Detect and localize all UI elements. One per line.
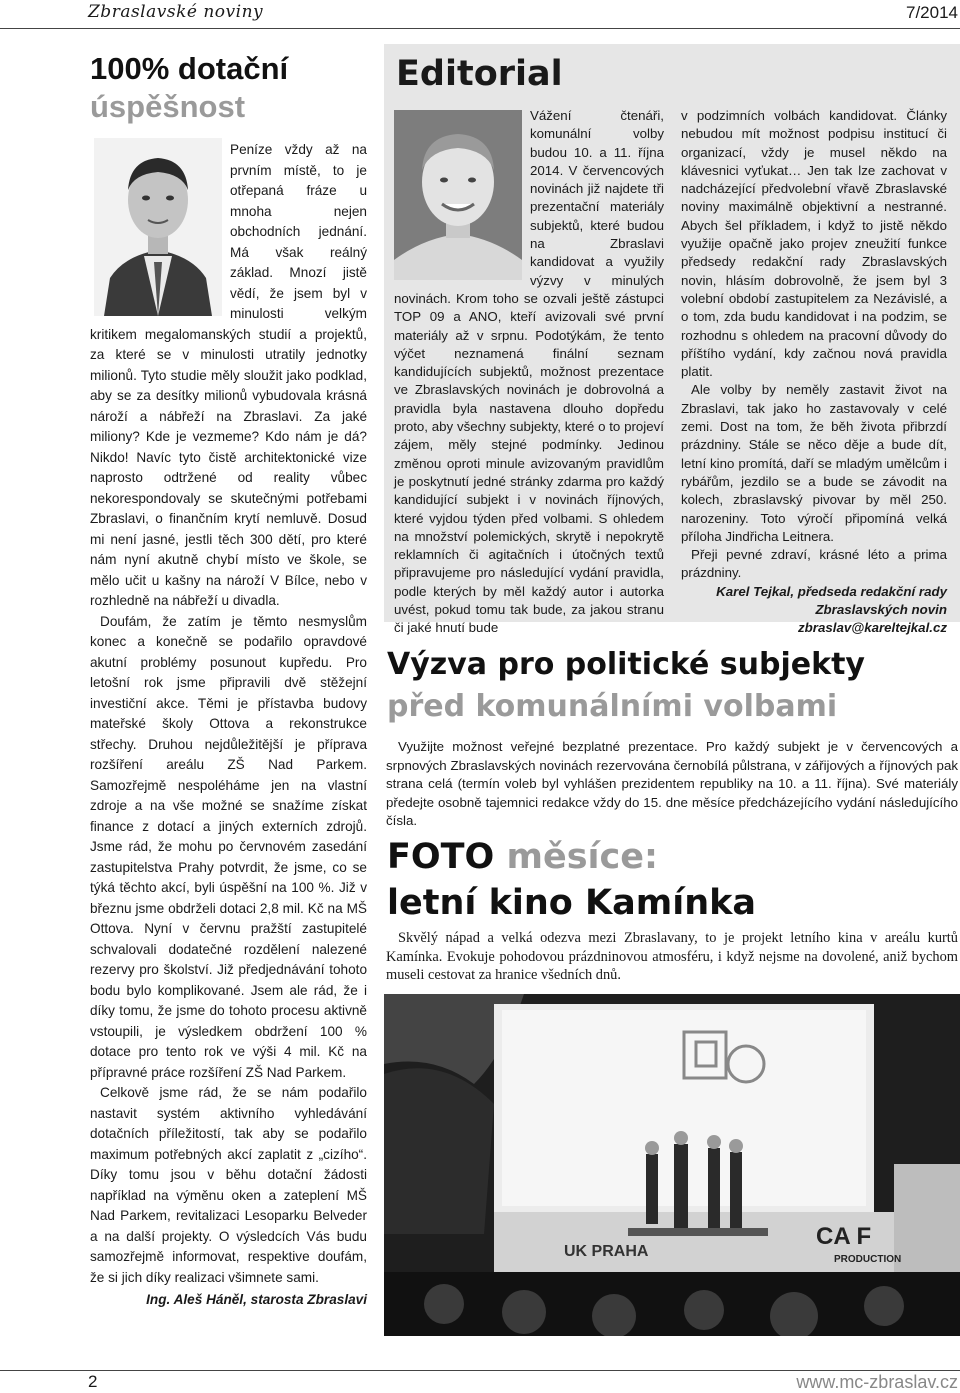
foto-body — [386, 929, 958, 985]
editorial-text: v podzimních volbách kandidovat. Články nebudou mít možnost podpisu institucí či organizací, vždy je musel někdo na klávesnici vyťukat… Jen tak lze zachovat v nadcházející předvolební vřavě Zbraslavské noviny maximálně objektivní a nestranné. Abych šel příkladem, i když to jistě někdo využije opačně jako projev zneužití funkce předsedy redakční rady Zbraslavských novin, hlásím dobrovolně, že jsem byl 3 volební období zastupitelem za Nezávislé, a o tom, zda budu kandidovat i na podzim, se rozhodnu s ohledem na pracovní důvody do příštího vydání, kdy začnou nová pravidla platit. — [681, 108, 947, 380]
banner-right-text: CA F — [816, 1223, 872, 1250]
website-link[interactable]: www.mc-zbraslav.cz — [796, 1372, 958, 1392]
left-signature: Ing. Aleš Háněl, starosta Zbraslavi — [146, 1292, 367, 1307]
masthead: Zbraslavské noviny — [88, 2, 264, 22]
banner-sub-text: PRODUCTION — [834, 1254, 902, 1265]
editorial-column-2 — [681, 107, 947, 638]
editorial-text: Vážení čtenáři, komunální volby budou 10. a 11. října 2014. V červencových novinách již najdete tři prezentační materiály subjektů, které budou na Zbraslavi kandidovat a využily výzvy v minulých novinách. Krom toho se ozvali ještě zástupci TOP 09 a ANO, kteří avizovali své první materiály až v srpnu. Podotýkám, že tento výčet neznamená finální seznam kandidujících subjektů, možnost prezentace ve Zbraslavských novinách je dobrovolná a pravidla byla nastavena dlouho dopředu proto, aby všechny subjekty, které o to projeví zájem, měly stejné podmínky. Jedinou změnou oproti minule avizovaným pravidlům je poskytnutí jedné stránky zdarma pro každý kandidující subjekt i v novinách říjnových, které vyjdou týden před volbami. S ohledem na množství polemických, skrytě i nepokrytě reklamních či agitačních i útočných textů připravujeme pro následující vydání pravidla, podle kterých by měl každý autor i autorka uvést, pokud tomu tak bude, za jakou stranu či jaké hnutí bude — [394, 108, 664, 636]
left-paragraph: Celkově jsme rád, že se nám podařilo nastavit systém aktivního vyhledávání dotačních příležitostí, tak aby se podařilo maximum potřebných akcí zaplatit z „cizího“. Díky tomu jsou v běhu dotační žádosti například na výměnu oken a zateplení MŠ Nad Parkem, revitalizaci Lesoparku Belveder a na další projekty. O výsledcích Vás budu samozřejmě informovat, respektive doufám, že si jich díky realizaci všimnete sami. — [90, 1085, 367, 1285]
banner-left-text: UK PRAHA — [564, 1243, 649, 1260]
foto-title-word: FOTO — [387, 837, 495, 877]
vyzva-body — [386, 738, 958, 831]
foto-title-month: měsíce: — [506, 837, 659, 877]
editorial-signature-name: Karel Tejkal, předseda redakční rady — [716, 583, 947, 599]
page-header — [0, 0, 960, 29]
foto-paragraph: Skvělý nápad a velká odezva mezi Zbraslavany, to je projekt letního kina v areálu kurtů Kamínka. Evokuje pohodovou prázdninovou atmosféru, i když nejsme na dovolené, aniž bychom museli cestovat za hranice všedních dnů. — [386, 930, 958, 984]
editorial-signature-email[interactable]: zbraslav@kareltejkal.cz — [798, 620, 947, 636]
vyzva-paragraph: Využijte možnost veřejné bezplatné prezentace. Pro každý subjekt je v červencových a srpnových Zbraslavských novinách rezervována černobílá půlstrana, v zářijových a říjnových pak strana celá (termín voleb byl vyhlášen prezidentem republiky na 10. a 11. října). Své materiály předejte osobně tajemnici redakce vždy do 15. dne měsíce předcházejícího vydání následujícího čísla. — [386, 739, 958, 828]
title-line2: úspěšnost — [90, 89, 246, 124]
vyzva-title — [387, 644, 865, 728]
editorial-title: Editorial — [396, 54, 563, 94]
footer-rule — [0, 1370, 960, 1371]
editorial-text: Ale volby by neměly zastavit život na Zbraslavi, tak jako ho zastavovaly v celé zemi. Dost na tom, že běh života přibrzdí prázdniny. Stále se něco děje a bude dít, letní kino promítá, daří se mladým umělcům i rybářům, jezdilo se a bude se závodit na kolech, zbraslavský pivovar by měl 250. narozeniny. Toto výročí připomíná velká příloha Jindřicha Leitnera. — [681, 382, 947, 544]
left-paragraph: Doufám, že zatím je těmto nesmyslům konec a konečně se podařilo opravdové akutní problémy posunout kupředu. Pro letošní rok jsme připravili dvě stěžejní investiční akce. Těmi je přístavba budovy mateřské školy Ottova a rekonstrukce střechy. Druhou nejdůležitější je příprava rozšíření areálu ZŠ Nad Parkem. Samozřejmě nespoléháme jen na vlastní zdroje a na vše možné se snažíme získat finance z dotací a jiných externích zdrojů. Jsme rád, že mohu po červnovém zasedání zastupitelstva Prahy potvrdit, že jsme, co se týká těchto akcí, byli úspěšní na 100 %. Již v březnu jsme obdrželi dotaci 2,8 mil. Kč na MŠ Ottova. Nyní v červnu pražští zastupitelé schvalovali dodatečné rozdělení nalezené rezervy pro školství. Již předjednávání tohoto bodu bylo komplikované. Jsem ale rád, že i díky tomu, že jsme do tohoto procesu aktivně vstoupili, je výsledkem obdržení 100 % dotace pro tento rok ve výši 4 mil. Kč na přípravné práce rozšíření ZŠ Nad Parkem. — [90, 613, 367, 1080]
left-article-body — [90, 140, 367, 1311]
left-article-title — [90, 50, 288, 126]
issue-number: 7/2014 — [906, 3, 958, 22]
editorial-column-1 — [394, 107, 664, 638]
foto-title — [387, 834, 756, 926]
page-number: 2 — [88, 1372, 98, 1391]
left-paragraph: Peníze vždy až na prvním místě, to je otřepaná fráze u mnoha nejen obchodních jednání. Má však reálný základ. Mnozí jistě vědí, že jsem byl v minulosti velkým kritikem megalomanských studií a projektů, za které se v minulosti utratily jednotky milionů. Tyto studie měly sloužit jako podklad, aby se za desítky milionů vybudovala krásná nároží a nábřeží na Zbraslavi. Za jaké miliony? Kde je vezmeme? Kdo nám je dá? Nikdo! Navíc tyto čistě architektonické vize naprosto odtržené od reality vůbec nekorespondovaly se skutečnými potřebami Zbraslavi, o finančním krytí nemluvě. Dosud mi není jasné, jestli těch 300 dětí, pro které nám nyní akutně chybí místo ve škole, se mělo učit u kašny na nároží V Bílce, nebo v rozhledně na nábřeží u divadla. — [90, 142, 367, 608]
editorial-text: Přeji pevné zdraví, krásné léto a prima prázdniny. — [681, 547, 947, 581]
cinema-photo — [384, 994, 960, 1336]
editorial-signature-org: Zbraslavských novin — [815, 602, 947, 618]
foto-title-line2: letní kino Kamínka — [387, 883, 757, 923]
title-line1: 100% dotační — [90, 51, 289, 86]
vyzva-title-line2: před komunálními volbami — [387, 689, 838, 724]
vyzva-title-line1: Výzva pro politické subjekty — [387, 647, 865, 682]
